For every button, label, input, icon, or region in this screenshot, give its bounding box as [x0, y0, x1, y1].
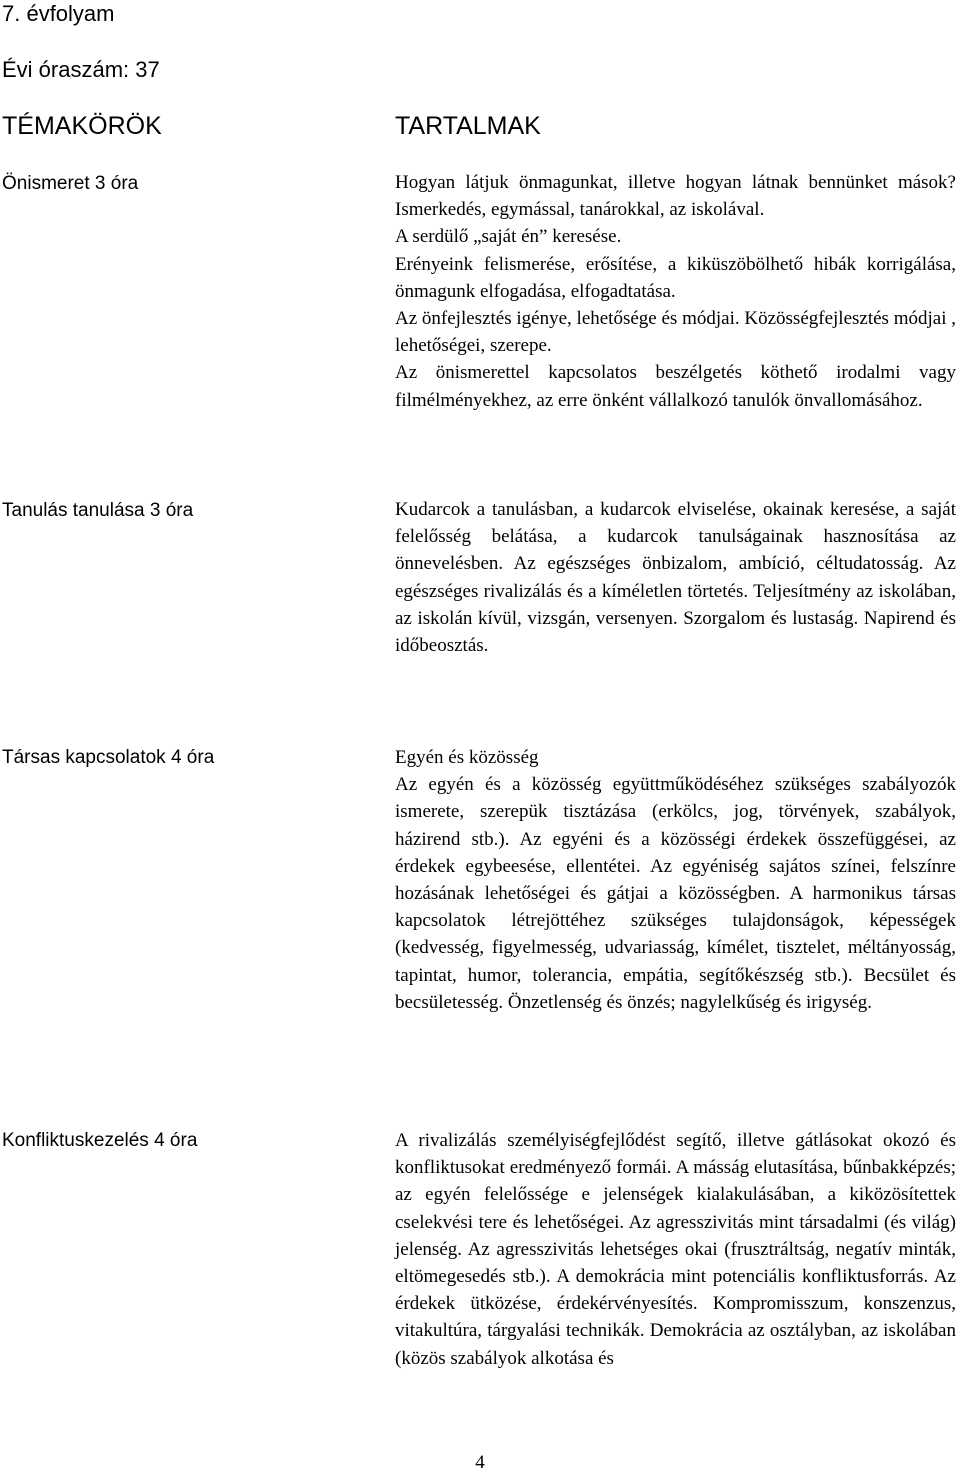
content-paragraph: Kudarcok a tanulásban, a kudarcok elviselése, okainak keresése, a saját felelősség belátása, a kudarcok tanulságainak hasznosítása az önnevelésben. Az egészséges önbizalom, ambíció, céltudatosság. Az egészséges rivalizálás és a kíméletlen törtetés. Teljesítmény az iskolában, az iskolán kívül, vizsgán, versenyen. Szorgalom és lustaság. Napirend és időbeosztás. [395, 499, 956, 657]
topic-onismeret: Önismeret 3 óra [2, 173, 139, 194]
content-tarsas-kapcsolatok [395, 744, 956, 1016]
content-onismeret [395, 169, 956, 414]
content-konfliktuskezeles [395, 1127, 956, 1372]
content-paragraph: Az önfejlesztés igénye, lehetősége és módjai. Közösségfejlesztés módjai , lehetőségei, szerepe. [395, 308, 956, 357]
page-number: 4 [475, 1452, 485, 1473]
annual-hours: Évi óraszám: 37 [2, 57, 160, 82]
topics-column-header: TÉMAKÖRÖK [2, 112, 162, 140]
contents-column-header: TARTALMAK [395, 112, 541, 140]
content-paragraph: Hogyan látjuk önmagunkat, illetve hogyan látnak bennünket mások? Ismerkedés, egymással, tanárokkal, az iskolával. [395, 172, 956, 221]
grade-title: 7. évfolyam [2, 1, 115, 26]
content-paragraph: Erényeink felismerése, erősítése, a kiküszöbölhető hibák korrigálása, önmagunk elfogadása, elfogadtatása. [395, 253, 956, 302]
content-paragraph: A rivalizálás személyiségfejlődést segítő, illetve gátlásokat okozó és konfliktusokat eredményező formái. A másság elutasítása, bűnbakképzés; az egyén felelőssége e jelenségek kialakulásában, a kiközösítettek cselekvési tere és lehetőségei. Az agresszivitás mint társadalmi (és világ) jelenség. Az agresszivitás lehetséges okai (frusztráltság, negatív minták, eltömegesedés stb.). A demokrácia mint potenciális konfliktusforrás. Az érdekek ütközése, érdekérvényesítés. Kompromisszum, konszenzus, vitakultúra, tárgyalási technikák. Demokrácia az osztályban, az iskolában (közös szabályok alkotása és [395, 1130, 956, 1369]
topic-tanulas-tanulasa: Tanulás tanulása 3 óra [2, 500, 194, 521]
topic-tarsas-kapcsolatok: Társas kapcsolatok 4 óra [2, 747, 215, 768]
content-paragraph: Az önismerettel kapcsolatos beszélgetés köthető irodalmi vagy filmélményekhez, az erre önként vállalkozó tanulók önvallomásához. [395, 362, 956, 411]
content-paragraph: A serdülő „saját én” keresése. [395, 226, 622, 248]
content-paragraph: Egyén és közösség [395, 747, 539, 768]
content-tanulas-tanulasa [395, 496, 956, 659]
topic-konfliktuskezeles: Konfliktuskezelés 4 óra [2, 1130, 198, 1151]
content-paragraph: Az egyén és a közösség együttműködéséhez szükséges szabályozók ismerete, szerepük tisztázása (erkölcs, jog, törvények, szabályok, házirend stb.). Az egyéni és a közösségi érdekek összefüggései, az érdekek egybeesése, ellentétei. Az egyéniség sajátos színei, felszínre hozásának lehetőségei és gátjai a közösségben. A harmonikus társas kapcsolatok létrejöttéhez szükséges tulajdonságok, képességek (kedvesség, figyelmesség, udvariasság, kímélet, tisztelet, méltányosság, tapintat, humor, tolerancia, empátia, segítőkészség stb.). Becsület és becsületesség. Önzetlenség és önzés; nagylelkűség és irigység. [395, 774, 956, 1013]
